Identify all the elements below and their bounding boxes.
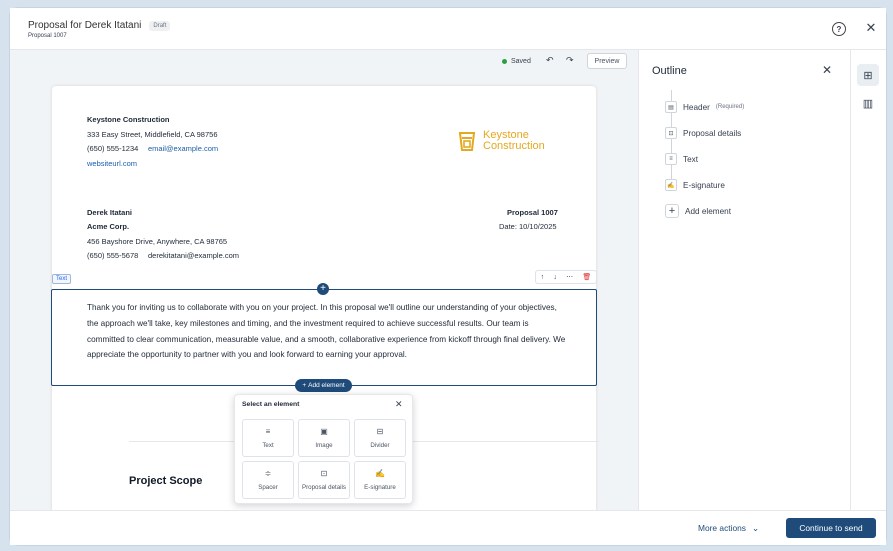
recipient-company: Acme Corp. (87, 222, 130, 231)
keystone-logo-icon (457, 130, 477, 152)
add-above-icon[interactable]: + (317, 283, 329, 295)
image-icon: ▣ (320, 427, 328, 436)
block-toolbar (535, 270, 597, 284)
save-status (502, 58, 531, 65)
close-icon[interactable]: ✕ (865, 20, 877, 35)
outline-item-label: E-signature (683, 180, 725, 190)
editor-canvas (10, 50, 638, 510)
section-heading[interactable]: Project Scope (129, 475, 203, 487)
outline-item-e-signature[interactable] (665, 179, 725, 191)
outline-item-header[interactable] (665, 101, 744, 113)
redo-icon[interactable]: ↷ (566, 55, 574, 65)
right-rail (850, 50, 886, 510)
tile-spacer[interactable] (242, 461, 294, 499)
recipient-phone: (650) 555-5678 (87, 251, 139, 260)
proposal-number: Proposal 1007 (28, 33, 67, 39)
chevron-down-icon: ⌄ (751, 523, 759, 533)
move-down-icon[interactable]: ↓ (553, 273, 557, 281)
proposal-editor-window (10, 8, 886, 545)
text-block-tag: Text (52, 274, 71, 284)
tile-image[interactable] (298, 419, 350, 457)
sender-company: Keystone Construction (87, 115, 170, 124)
recipient-name: Derek Itatani (87, 208, 133, 217)
tile-divider[interactable] (354, 419, 406, 457)
delete-icon[interactable]: 🗑 (582, 274, 592, 281)
saved-dot-icon (502, 59, 507, 64)
tile-e-signature[interactable] (354, 461, 406, 499)
editor-toolbar (10, 50, 638, 72)
sender-phone: (650) 555-1234 (87, 144, 139, 153)
tile-label: E-signature (364, 484, 396, 491)
proposal-title-row (28, 20, 170, 31)
add-element-label: Add element (308, 382, 345, 389)
tile-proposal-details[interactable] (298, 461, 350, 499)
outline-item-label: Proposal details (683, 128, 742, 138)
logo-line-1: Keystone (483, 129, 529, 141)
help-icon[interactable]: ? (832, 22, 846, 36)
proposal-details-icon: ⊡ (320, 469, 328, 478)
tile-label: Spacer (258, 484, 278, 491)
outline-item-label: Text (683, 154, 699, 164)
footer-bar (10, 510, 886, 545)
popup-title: Select an element (242, 401, 300, 408)
outline-item-label: Header (683, 102, 710, 112)
more-actions-label: More actions (698, 523, 746, 533)
header-icon: ▤ (665, 101, 677, 113)
company-logo (457, 130, 545, 152)
signature-icon: ✍ (665, 179, 677, 191)
tile-label: Text (262, 442, 274, 449)
top-bar (10, 8, 886, 50)
required-note: (Required) (715, 104, 745, 110)
tile-label: Divider (370, 442, 390, 449)
columns-view-icon[interactable]: ▥ (862, 97, 874, 110)
move-up-icon[interactable]: ↑ (540, 273, 545, 281)
sender-email[interactable]: email@example.com (148, 144, 219, 153)
tile-label: Image (315, 442, 333, 449)
select-element-popup (234, 394, 413, 504)
status-badge: Draft (149, 21, 170, 31)
proposal-number-label: Proposal 1007 (507, 208, 558, 217)
sender-address: 333 Easy Street, Middlefield, CA 98756 (87, 130, 218, 139)
sender-website[interactable]: websiteurl.com (87, 159, 138, 168)
plus-icon: + (665, 204, 679, 218)
outline-panel (638, 50, 850, 510)
recipient-address: 456 Bayshore Drive, Anywhere, CA 98765 (87, 237, 228, 246)
continue-to-send-button[interactable]: Continue to send (786, 518, 876, 538)
text-lines-icon: ≡ (265, 427, 271, 436)
undo-icon[interactable]: ↶ (546, 55, 554, 65)
plus-icon: + (302, 382, 307, 389)
more-options-icon[interactable]: ⋯ (566, 274, 574, 281)
signature-icon: ✍ (375, 469, 385, 478)
proposal-date: Date: 10/10/2025 (499, 222, 557, 231)
text-block[interactable] (51, 289, 597, 386)
outline-close-icon[interactable]: ✕ (822, 63, 833, 77)
divider-icon: ⊟ (376, 427, 384, 436)
add-element-button[interactable] (295, 379, 352, 392)
tile-text[interactable] (242, 419, 294, 457)
outline-item-text[interactable] (665, 153, 698, 165)
outline-item-proposal-details[interactable] (665, 127, 741, 139)
logo-line-2: Construction (483, 140, 545, 152)
outline-add-element[interactable] (665, 204, 731, 218)
outline-title: Outline (652, 65, 687, 77)
text-lines-icon: ≡ (665, 153, 677, 165)
recipient-email: derekitatani@example.com (148, 251, 239, 260)
page-title: Proposal for Derek Itatani (28, 20, 142, 31)
outline-view-icon[interactable]: ⊞ (857, 64, 879, 86)
element-grid (242, 419, 406, 499)
tile-label: Proposal details (301, 484, 347, 491)
more-actions-button[interactable] (698, 523, 759, 533)
popup-close-icon[interactable]: ✕ (395, 399, 403, 409)
proposal-details-icon: ⊡ (665, 127, 677, 139)
saved-label: Saved (511, 58, 531, 65)
spacer-icon: ≑ (264, 469, 272, 478)
preview-button[interactable]: Preview (587, 53, 627, 69)
outline-add-label: Add element (685, 206, 731, 216)
logo-text (483, 130, 545, 152)
text-block-body[interactable]: Thank you for inviting us to collaborate with you on your project. In this proposal we'll outline our understanding of your objectives, the approach we'll take, key milestones and timing, and the investment required to achieve successful results. Our team is committed to clear communication, measurable value, and a smooth, collaborative experience from kickoff through final delivery. We appreciate the opportunity to partner with you and look forward to earning your approval. (87, 303, 566, 360)
